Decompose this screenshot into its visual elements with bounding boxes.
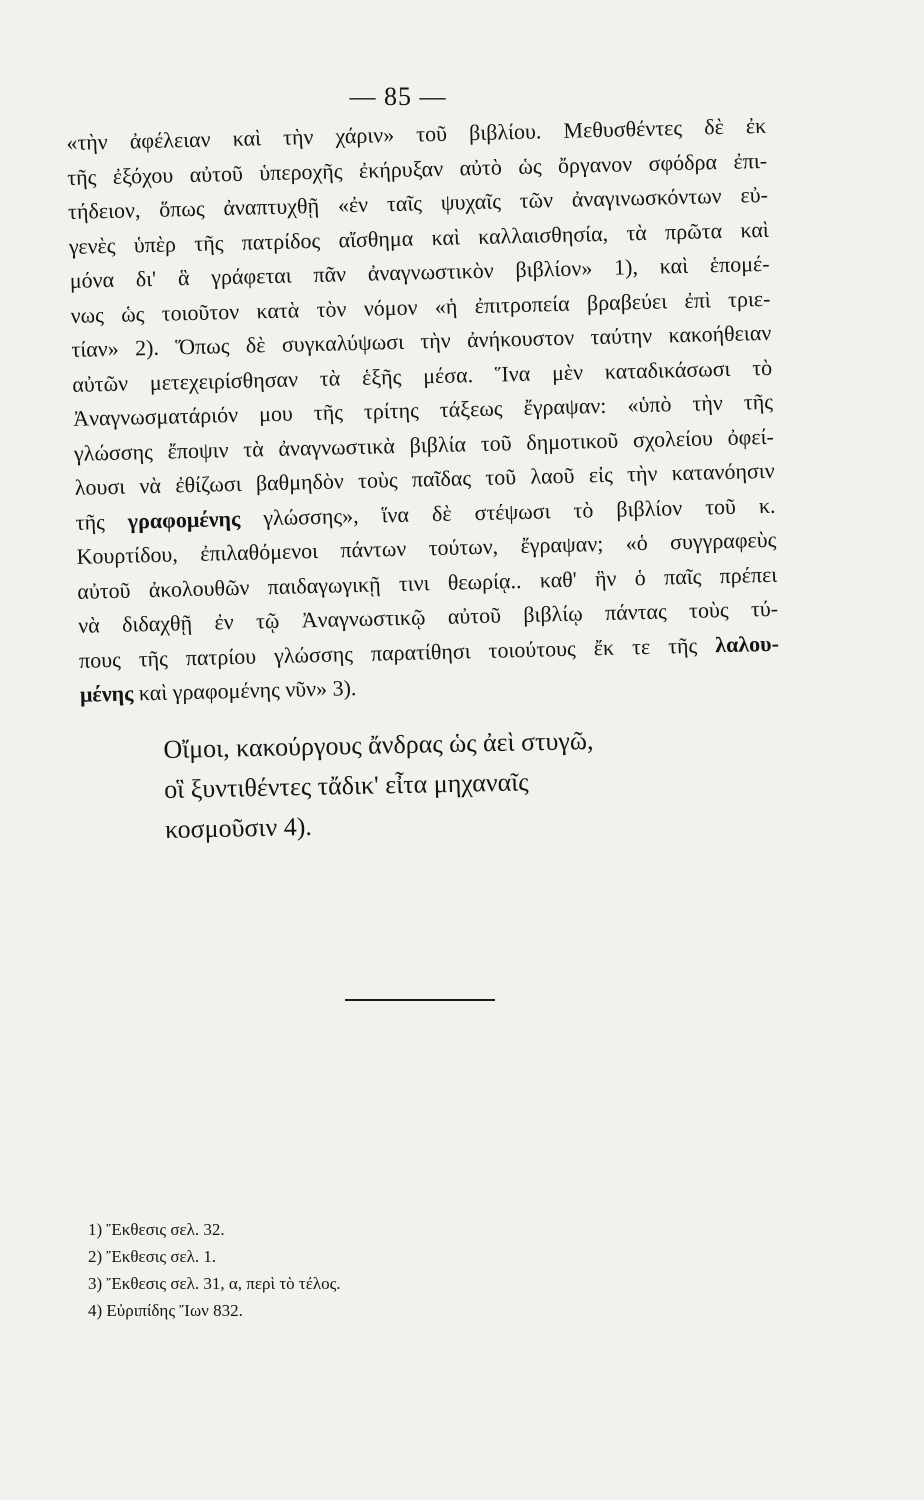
bold-word-laloumenis-end: μένης (79, 680, 134, 707)
text-line-7: τίαν» 2). Ὅπως δὲ συγκαλύψωσι τὴν ἀνήκουστον ταύτην κακοήθειαν (71, 319, 772, 362)
footnote-4: 4) Εὐριπίδης Ἴων 832. (88, 1301, 243, 1320)
text-line-3: τήδειον, ὅπως ἀναπτυχθῇ «ἐν ταῖς ψυχαῖς τῶν ἀναγινωσκόντων εὐ- (67, 181, 769, 224)
text-line-11: λουσι νὰ ἐθίζωσι βαθμηδὸν τοὺς παῖδας τοῦ λαοῦ εἰς τὴν κατανόησιν (74, 457, 775, 500)
text-line-1: «τὴν ἀφέλειαν καὶ τὴν χάριν» τοῦ βιβλίου. Μεθυσθέντες δὲ ἐκ (66, 112, 767, 155)
bold-word-grafomenis: γραφομένης (127, 505, 241, 534)
verse-line-1: Οἴμοι, κακούργους ἄνδρας ὡς ἀεὶ στυγῶ, (163, 725, 594, 764)
footnote-2: 2) Ἔκθεσις σελ. 1. (88, 1247, 217, 1266)
text-segment: τῆς (75, 508, 129, 535)
text-line-13: Κουρτίδου, ἐπιλαθόμενοι πάντων τούτων, ἔγραψαν; «ὁ συγγραφεὺς (76, 526, 777, 569)
text-line-6: νως ὡς τοιοῦτον κατὰ τὸν νόμον «ἡ ἐπιτροπεία βραβεύει ἐπὶ τριε- (70, 285, 771, 328)
text-line-8: αὐτῶν μετεχειρίσθησαν τὰ ἑξῆς μέσα. Ἵνα μὲν καταδικάσωσι τὸ (71, 354, 773, 397)
text-line-10: γλώσσης ἔποψιν τὰ ἀναγνωστικὰ βιβλία τοῦ δημοτικοῦ σχολείου ὀφεί- (73, 423, 775, 466)
text-line-5: μόνα δι' ἃ γράφεται πᾶν ἀναγνωστικὸν βιβλίον» 1), καὶ ἑπομέ- (69, 250, 770, 293)
page-number: — 85 — (349, 82, 447, 111)
text-line-15: νὰ διδαχθῇ ἐν τῷ Ἀναγνωστικῷ αὐτοῦ βιβλίῳ πάντας τοὺς τύ- (77, 595, 779, 638)
text-segment: πους τῆς πατρίου γλώσσης παρατίθησι τοιούτους ἔκ τε τῆς (78, 631, 716, 673)
verse-line-3: κοσμοῦσιν 4). (164, 811, 313, 844)
footnote-divider (345, 999, 495, 1001)
text-segment: γλώσσης», ἵνα δὲ στέψωσι τὸ βιβλίον τοῦ κ. (239, 492, 776, 531)
text-line-14: αὐτοῦ ἀκολουθῶν παιδαγωγικῇ τινι θεωρίᾳ.. καθ' ἣν ὁ παῖς πρέπει (77, 561, 778, 604)
footnote-1: 1) Ἔκθεσις σελ. 32. (88, 1220, 225, 1239)
verse-quotation (163, 721, 596, 850)
text-line-2: τῆς ἐξόχου αὐτοῦ ὑπεροχῆς ἐκήρυξαν αὐτὸ ὡς ὄργανον σφόδρα ἐπι- (66, 147, 768, 190)
text-line-4: γενὲς ὑπὲρ τῆς πατρίδος αἴσθημα καὶ καλλαισθησία, τὰ πρῶτα καὶ (68, 216, 770, 259)
footnotes (88, 1216, 341, 1324)
bold-word-laloumenis-start: λαλου- (714, 630, 780, 657)
footnote-3: 3) Ἔκθεσις σελ. 31, α, περὶ τὸ τέλος. (88, 1274, 341, 1293)
text-line-9: Ἀναγνωσματάριόν μου τῆς τρίτης τάξεως ἔγραψαν: «ὑπὸ τὴν τῆς (72, 388, 774, 431)
main-paragraph (66, 109, 780, 712)
text-segment: καὶ γραφομένης νῦν» 3). (133, 675, 357, 706)
verse-line-2: οἳ ξυντιθέντες τἄδικ' εἶτα μηχαναῖς (163, 767, 529, 804)
